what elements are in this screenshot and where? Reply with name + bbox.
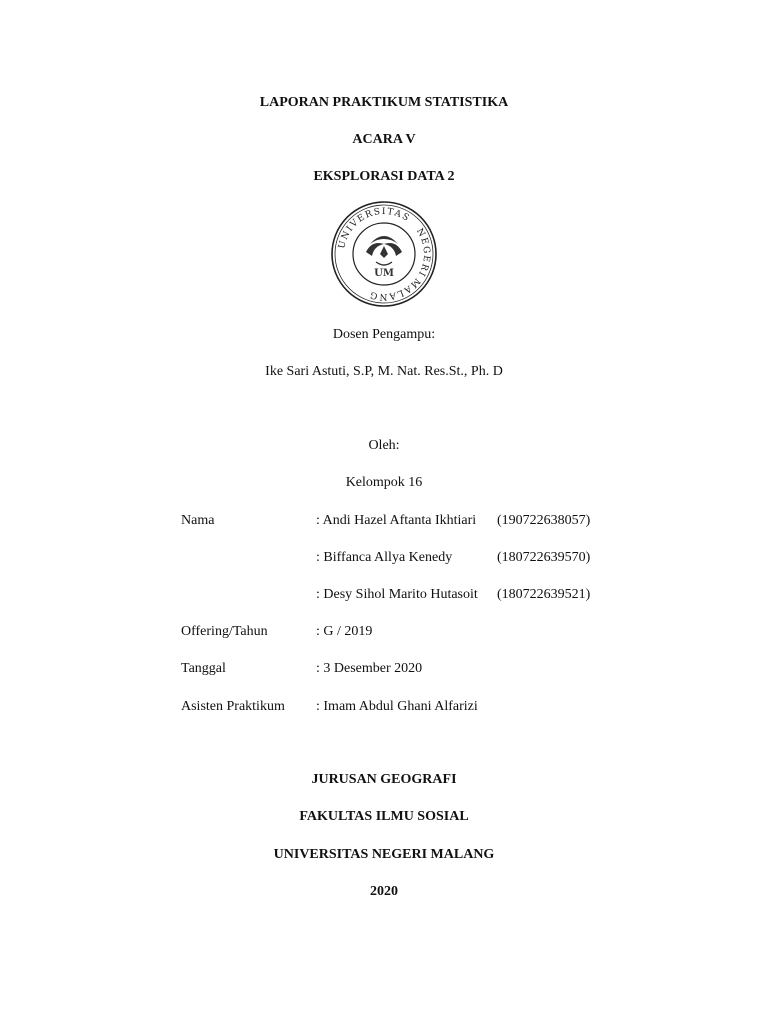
member-name: : Biffanca Allya Kenedy [316, 550, 453, 565]
report-title: LAPORAN PRAKTIKUM STATISTIKA [259, 95, 509, 110]
university-name: UNIVERSITAS NEGERI MALANG [273, 847, 495, 862]
field-label-nama: Nama [181, 513, 215, 528]
report-subtitle-acara: ACARA V [352, 132, 416, 147]
field-label-offering: Offering/Tahun [181, 624, 268, 639]
report-year: 2020 [370, 884, 398, 899]
field-label-date: Tanggal [181, 661, 226, 676]
department-name: JURUSAN GEOGRAFI [311, 772, 457, 787]
seal-ring-text-top: NEGERI [413, 226, 432, 279]
offering-value: : G / 2019 [316, 624, 373, 639]
date-value: : 3 Desember 2020 [316, 661, 423, 676]
university-seal-icon [330, 200, 438, 308]
member-id: (190722638057) [497, 513, 591, 528]
seal-ring-text-left: UNIVERSITAS [337, 206, 412, 250]
member-name: : Desy Sihol Marito Hutasoit [316, 587, 478, 602]
assistant-value: : Imam Abdul Ghani Alfarizi [316, 699, 478, 714]
group-name: Kelompok 16 [345, 475, 423, 490]
member-id: (180722639521) [497, 587, 591, 602]
member-name: : Andi Hazel Aftanta Ikhtiari [316, 513, 477, 528]
seal-ring-text-right: MALANG [367, 275, 422, 302]
by-label: Oleh: [368, 438, 400, 453]
member-id: (180722639570) [497, 550, 591, 565]
report-topic: EKSPLORASI DATA 2 [313, 169, 455, 184]
seal-monogram: UM [374, 268, 394, 279]
lecturer-name: Ike Sari Astuti, S.P, M. Nat. Res.St., Ph. D [265, 364, 503, 379]
field-label-assistant: Asisten Praktikum [181, 699, 285, 714]
lecturer-label: Dosen Pengampu: [332, 327, 436, 342]
faculty-name: FAKULTAS ILMU SOSIAL [299, 809, 469, 824]
